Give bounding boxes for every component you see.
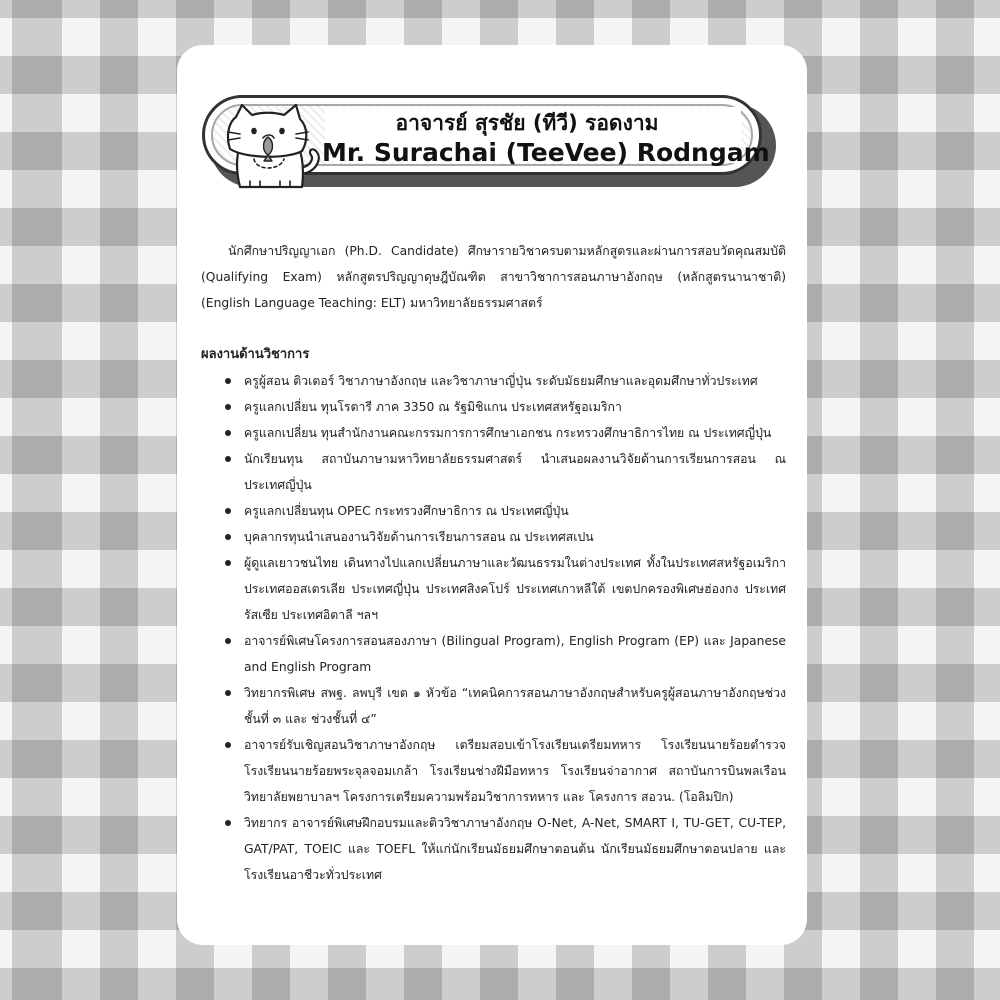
list-item-text: บุคลากรทุนนำเสนองานวิจัยด้านการเรียนการสอน ณ ประเทศสเปน bbox=[244, 530, 594, 544]
list-item-text: ครูแลกเปลี่ยนทุน OPEC กระทรวงศึกษาธิการ ณ ประเทศญี่ปุ่น bbox=[244, 504, 569, 518]
list-item-text: ครูผู้สอน ติวเตอร์ วิชาภาษาอังกฤษ และวิชาภาษาญี่ปุ่น ระดับมัธยมศึกษาและอุดมศึกษาทั่วประเทศ bbox=[244, 374, 758, 388]
bullet-icon bbox=[225, 534, 231, 540]
bullet-icon bbox=[225, 690, 231, 696]
list-item bbox=[201, 498, 786, 524]
header-banner bbox=[202, 95, 776, 187]
list-item-text: ผู้ดูแลเยาวชนไทย เดินทางไปแลกเปลี่ยนภาษาและวัฒนธรรมในต่างประเทศ ทั้งในประเทศสหรัฐอเมริกา ประเทศออสเตรเลีย ประเทศญี่ปุ่น ประเทศสิงคโปร์ ประเทศเกาหลีใต้ เขตปกครองพิเศษฮ่องกง ประเทศรัสเซีย ประเทศอิตาลี ฯลฯ bbox=[244, 556, 786, 622]
list-item-text: ครูแลกเปลี่ยน ทุนโรตารี ภาค 3350 ณ รัฐมิชิแกน ประเทศสหรัฐอเมริกา bbox=[244, 400, 622, 414]
achievements-list bbox=[201, 368, 786, 888]
list-item-text: ครูแลกเปลี่ยน ทุนสำนักงานคณะกรรมการการศึกษาเอกชน กระทรวงศึกษาธิการไทย ณ ประเทศญี่ปุ่น bbox=[244, 426, 772, 440]
list-item bbox=[201, 524, 786, 550]
title-thai: อาจารย์ สุรชัย (ทีวี) รอดงาม bbox=[395, 111, 659, 135]
bullet-icon bbox=[225, 404, 231, 410]
bullet-icon bbox=[225, 456, 231, 462]
intro-paragraph: นักศึกษาปริญญาเอก (Ph.D. Candidate) ศึกษารายวิชาครบตามหลักสูตรและผ่านการสอบวัดคุณสมบัติ (Qualifying Exam) หลักสูตรปริญญาดุษฎีบัณฑิต สาขาวิชาการสอนภาษาอังกฤษ (หลักสูตรนานาชาติ) (English Language Teaching: ELT) มหาวิทยาลัยธรรมศาสตร์ bbox=[201, 244, 786, 310]
section-heading-achievements: ผลงานด้านวิชาการ bbox=[201, 347, 310, 362]
list-item bbox=[201, 420, 786, 446]
list-item bbox=[201, 368, 786, 394]
list-item-text: อาจารย์รับเชิญสอนวิชาภาษาอังกฤษ เตรียมสอบเข้าโรงเรียนเตรียมทหาร โรงเรียนนายร้อยตำรวจ โรงเรียนนายร้อยพระจุลจอมเกล้า โรงเรียนช่างฝีมือทหาร โรงเรียนจ่าอากาศ สถาบันการบินพลเรือน วิทยาลัยพยาบาลฯ โครงการเตรียมความพร้อมวิชาการทหาร และ โครงการ สอวน. (โอลิมปิก) bbox=[244, 738, 786, 804]
bullet-icon bbox=[225, 742, 231, 748]
bullet-icon bbox=[225, 820, 231, 826]
list-item bbox=[201, 394, 786, 420]
list-item bbox=[201, 628, 786, 680]
list-item-text: นักเรียนทุน สถาบันภาษามหาวิทยาลัยธรรมศาสตร์ นำเสนอผลงานวิจัยด้านการเรียนการสอน ณ ประเทศญี่ปุ่น bbox=[244, 452, 786, 492]
bullet-icon bbox=[225, 378, 231, 384]
bullet-icon bbox=[225, 638, 231, 644]
list-item bbox=[201, 732, 786, 810]
list-item bbox=[201, 680, 786, 732]
list-item bbox=[201, 446, 786, 498]
bullet-icon bbox=[225, 430, 231, 436]
title-english: Mr. Surachai (TeeVee) Rodngam bbox=[322, 138, 770, 167]
profile-content bbox=[201, 238, 786, 888]
list-item-text: วิทยากร อาจารย์พิเศษฝึกอบรมและติววิชาภาษาอังกฤษ O-Net, A-Net, SMART I, TU-GET, CU-TEP, GAT/PAT, TOEIC และ TOEFL ให้แก่นักเรียนมัธยมศึกษาตอนต้น นักเรียนมัธยมศึกษาตอนปลาย และโรงเรียนอาชีวะทั่วประเทศ bbox=[244, 816, 786, 882]
list-item bbox=[201, 550, 786, 628]
list-item-text: อาจารย์พิเศษโครงการสอนสองภาษา (Bilingual Program), English Program (EP) และ Japanese and English Program bbox=[244, 634, 786, 674]
list-item-text: วิทยากรพิเศษ สพฐ. ลพบุรี เขต ๑ หัวข้อ “เทคนิคการสอนภาษาอังกฤษสำหรับครูผู้สอนภาษาอังกฤษช่วงชั้นที่ ๓ และ ช่วงชั้นที่ ๔” bbox=[244, 686, 786, 726]
cat-icon bbox=[210, 101, 330, 191]
list-item bbox=[201, 810, 786, 888]
bullet-icon bbox=[225, 560, 231, 566]
bullet-icon bbox=[225, 508, 231, 514]
